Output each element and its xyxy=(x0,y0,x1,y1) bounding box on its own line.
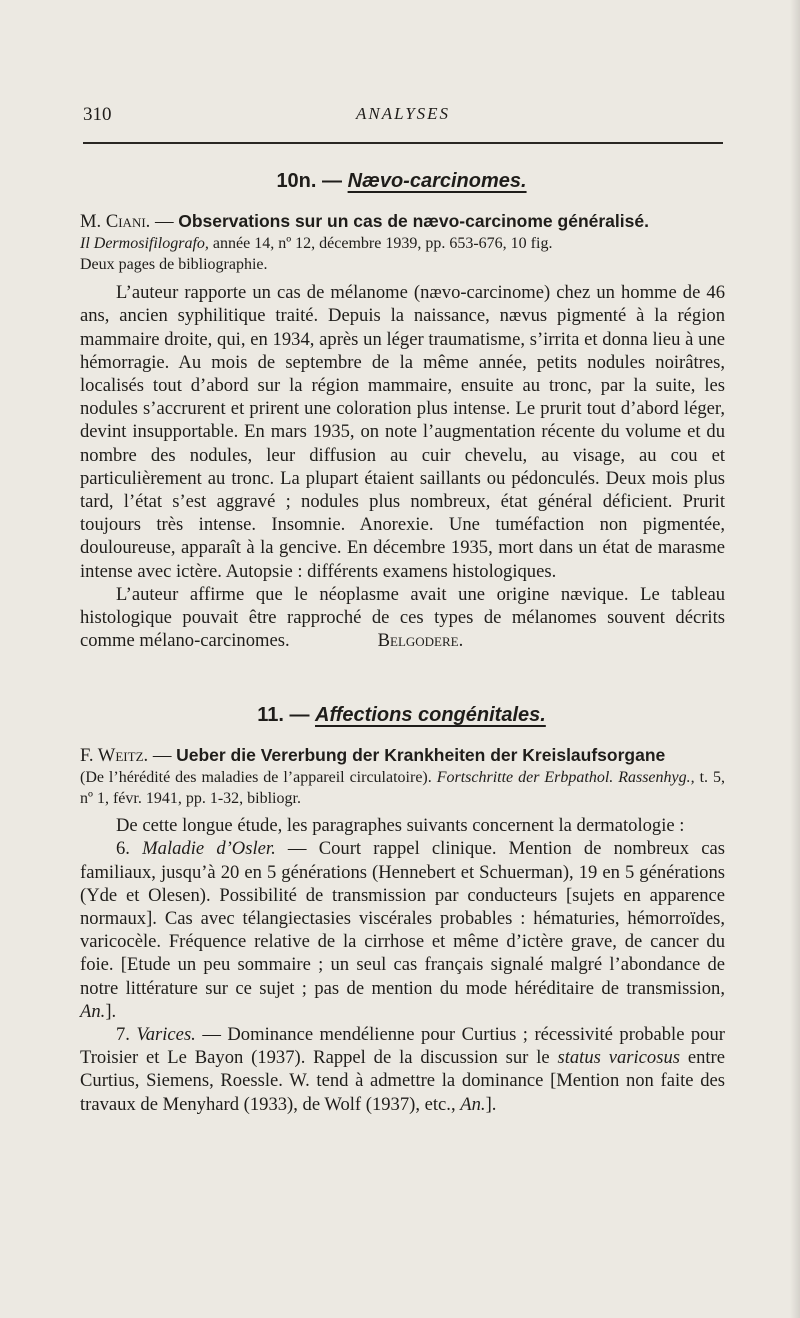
article-title: Ueber die Vererbung der Krankheiten der Kreislaufsorgane xyxy=(176,745,666,765)
header-rule xyxy=(83,142,723,144)
article-citation xyxy=(80,767,725,809)
conclusion-text: L’auteur affirme que le néoplasme avait une origine nævique. Le tableau histologique pouvait être rapproché de ces types de mélanomes souvent décrits comme mélano-carcinomes. xyxy=(80,583,725,652)
article-paragraph: L’auteur rapporte un cas de mélanome (nævo-carcinome) chez un homme de 46 ans, ancien syphilitique traité. Depuis la naissance, nævus pigmenté à la région mammaire droite, qui, en 1934, après un léger traumatisme, s’irrita et donna lieu à une hémorragie. Au mois de septembre de la même année, petits nodules noirâtres, localisés tout d’abord sur la région mammaire, ensuite au tronc, par la suite, les nodules s’accrurent et prirent une coloration plus intense. Le prurit tout d’abord léger, devint insupportable. En mars 1935, on note l’augmentation récente du volume et du nombre des nodules, leur diffusion au cuir chevelu, au visage, au cou et particulièrement au tronc. La plupart étaient saillants ou pédonculés. Deux mois plus tard, l’état s’est aggravé ; nodules plus nombreux, état général déficient. Prurit toujours très intense. Insomnie. Anorexie. Une tuméfaction non pigmentée, douloureuse, apparaît à la gencive. En décembre 1935, mort dans un état de marasme intense avec ictère. Autopsie : différents examens histologiques. xyxy=(80,282,725,582)
article-reference xyxy=(80,210,725,233)
osler-text: — Court rappel clinique. Mention de nombreux cas familiaux, jusqu’à 20 en 5 générations (Hennebert et Schuerman), 19 en 5 générations (Yde et Olesen). Possibilité de transmission par conducteurs [sujets en apparence normaux]. Cas avec télangiectasies viscérales probables : hématuries, hémorroïdes, varicocèle. Fréquence relative de la cirrhose et même d’ictère grave, de cancer du foie. [Etude un peu sommaire ; un seul cas français signalé malgré l’abondance de notre littérature sur ce sujet ; pas de mention du mode héréditaire de transmission, xyxy=(80,838,725,999)
citation-details: t. 5, nº 1, févr. 1941, pp. 1-32, bibliogr. xyxy=(80,769,725,808)
section-heading-10 xyxy=(80,170,723,193)
section-title: Nævo-carcinomes. xyxy=(347,170,527,192)
varices-number: 7. xyxy=(116,1024,130,1046)
page-number: 310 xyxy=(83,104,112,125)
section-dash: — xyxy=(322,170,343,192)
bracket-close: ]. xyxy=(485,1093,497,1115)
article-weitz xyxy=(80,744,725,1116)
article-ciani xyxy=(80,210,725,652)
osler-title: Maladie d’Osler. xyxy=(142,838,276,860)
section-number: 10n. xyxy=(276,170,317,192)
reviewer-signature: Belgodere. xyxy=(377,630,464,652)
varices-paragraph xyxy=(80,1023,725,1116)
article-title: Observations sur un cas de nævo-carcinome généralisé. xyxy=(178,211,649,231)
page-edge-shadow xyxy=(790,0,800,1318)
section-dash: — xyxy=(289,704,310,726)
journal-name: Il Dermosifilografo, xyxy=(80,235,209,253)
annotator-mark: An. xyxy=(80,1000,106,1022)
article-intro-paragraph: De cette longue étude, les paragraphes suivants concernent la dermatologie : xyxy=(116,815,685,837)
varices-text-continued: entre Curtius, Siemens, Roessle. W. tend à admettre la dominance [Mention non faite des travaux de Menyhard (1933), de Wolf (1937), etc., xyxy=(80,1047,725,1115)
article-paragraph-conclusion xyxy=(80,583,725,653)
reference-dash: — xyxy=(152,745,172,766)
section-number: 11. xyxy=(257,704,284,726)
section-heading-11 xyxy=(80,704,723,727)
article-author: M. Ciani. xyxy=(80,211,151,232)
osler-paragraph xyxy=(80,837,725,1023)
varices-text: — Dominance mendélienne pour Curtius ; récessivité probable pour Troisier et Le Bayon (1937). Rappel de la discussion sur le xyxy=(80,1024,725,1069)
osler-number: 6. xyxy=(116,838,130,860)
section-title: Affections congénitales. xyxy=(315,704,546,726)
reference-dash: — xyxy=(154,211,174,232)
journal-name: Fortschritte der Erbpathol. Rassenhyg., xyxy=(436,769,695,787)
article-subtitle: (De l’hérédité des maladies de l’appareil circulatoire). xyxy=(80,769,432,787)
article-author: F. Weitz. xyxy=(80,745,149,766)
citation-details: année 14, nº 12, décembre 1939, pp. 653-676, 10 fig. xyxy=(212,235,553,253)
varices-latin-term: status varicosus xyxy=(557,1047,680,1069)
citation-bibliography: Deux pages de bibliographie. xyxy=(80,256,268,274)
running-head xyxy=(83,104,723,130)
varices-title: Varices. xyxy=(136,1024,196,1046)
annotator-mark: An. xyxy=(460,1093,486,1115)
article-reference xyxy=(80,744,725,767)
article-citation xyxy=(80,233,725,275)
bracket-close: ]. xyxy=(105,1000,117,1022)
running-title: ANALYSES xyxy=(355,104,451,123)
